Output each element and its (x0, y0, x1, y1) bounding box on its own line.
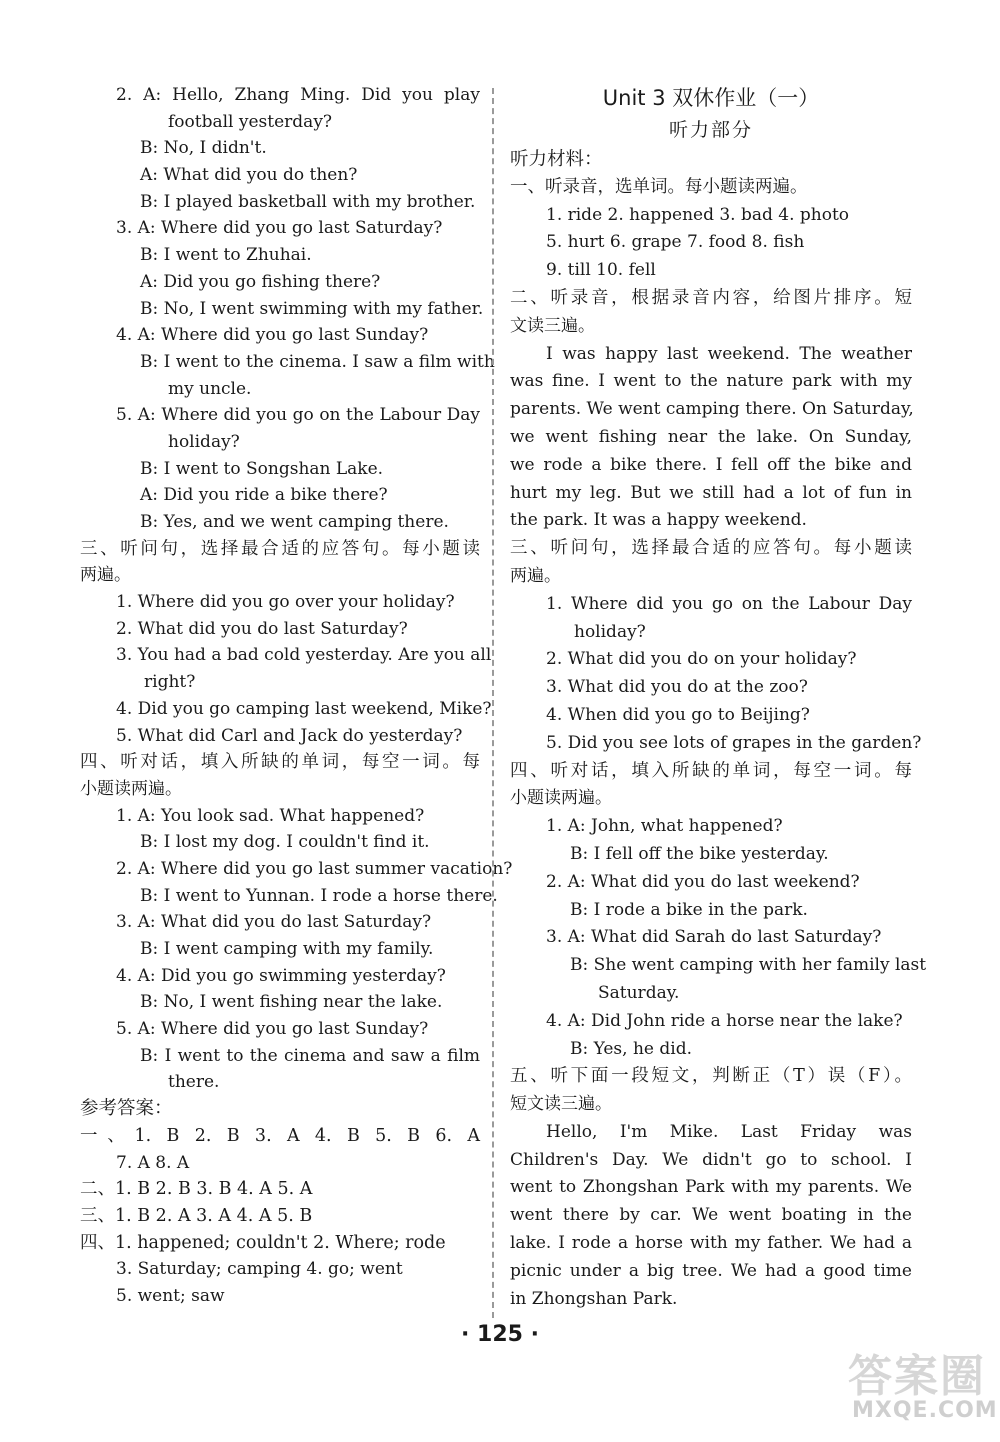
text-line: 小题读两遍。 (80, 778, 182, 799)
text-line: parents. We went camping there. On Saturday, (510, 399, 914, 420)
text-line: B: I went to the cinema. I saw a film with (140, 351, 495, 372)
right-column (510, 82, 927, 1313)
text-line: 7. A 8. A (116, 1152, 190, 1173)
text-line: B: No, I went fishing near the lake. (140, 992, 443, 1013)
text-line: 4. When did you go to Beijing? (546, 704, 810, 725)
text-line: was fine. I went to the nature park with my (510, 371, 912, 392)
section-heading: 听力材料： (510, 149, 603, 170)
text-line: B: I went to Songshan Lake. (140, 458, 384, 479)
text-line: 1. A: You look sad. What happened? (116, 805, 425, 826)
question-heading: 三、听问句，选择最合适的应答句。每小题读 (510, 538, 912, 559)
text-line: B: Yes, he did. (570, 1038, 692, 1059)
text-line: 4. A: Did John ride a horse near the lake? (546, 1010, 903, 1031)
text-line: 3. You had a bad cold yesterday. Are you all (116, 645, 492, 666)
question-heading: 三、1. B 2. A 3. A 4. A 5. B (80, 1205, 313, 1226)
text-line: 1. Where did you go on the Labour Day (546, 593, 912, 614)
text-line: B: I went camping with my family. (140, 939, 434, 959)
text-line: 4. Did you go camping last weekend, Mike? (116, 698, 492, 719)
text-line: B: She went camping with her family last (570, 955, 927, 976)
text-line: hurt my leg. But we still had a lot of fun in (510, 482, 912, 503)
text-line: 3. A: What did you do last Saturday? (116, 912, 432, 933)
text-line: B: I went to Yunnan. I rode a horse there. (140, 885, 498, 906)
section-heading: 参考答案： (80, 1098, 173, 1120)
page-number: · 125 · (461, 1322, 539, 1347)
text-line: 3. Saturday; camping 4. go; went (116, 1259, 403, 1280)
text-line: Hello, I'm Mike. Last Friday was (546, 1121, 912, 1142)
question-heading: 二、1. B 2. B 3. B 4. A 5. A (80, 1179, 313, 1200)
text-line: went to Zhongshan Park with my parents. We (510, 1177, 912, 1198)
text-line: 2. What did you do last Saturday? (116, 618, 408, 639)
text-line: in Zhongshan Park. (510, 1288, 678, 1309)
text-line: 文读三遍。 (510, 315, 595, 336)
left-column (80, 82, 513, 1310)
text-line: B: Yes, and we went camping there. (140, 512, 449, 532)
text-line: holiday? (168, 431, 240, 452)
text-line: my uncle. (168, 378, 252, 399)
text-line: B: I rode a bike in the park. (570, 899, 808, 920)
text-line: B: I played basketball with my brother. (140, 191, 476, 212)
text-line: 小题读两遍。 (510, 788, 612, 809)
question-heading: 二、听录音，根据录音内容，给图片排序。短 (510, 287, 912, 308)
text-line: I was happy last weekend. The weather (546, 343, 912, 364)
text-line: 5. What did Carl and Jack do yesterday? (116, 725, 463, 746)
text-line: 两遍。 (510, 565, 561, 586)
text-line: 5. hurt 6. grape 7. food 8. fish (546, 232, 805, 253)
text-line: 两遍。 (80, 565, 131, 586)
text-line: B: I went to Zhuhai. (140, 245, 312, 266)
text-line: 2. A: Hello, Zhang Ming. Did you play (116, 85, 480, 105)
text-line: 5. Did you see lots of grapes in the garden? (546, 732, 922, 753)
text-line: B: I went to the cinema and saw a film (140, 1045, 480, 1066)
text-line: 3. A: Where did you go last Saturday? (116, 218, 443, 239)
unit-title: Unit 3 双休作业（一） (602, 86, 820, 110)
text-line: B: I fell off the bike yesterday. (570, 843, 829, 864)
text-line: we rode a bike there. I fell off the bike and (510, 454, 912, 475)
text-line: B: No, I didn't. (140, 138, 267, 159)
question-heading: 五、听下面一段短文，判断正（T）误（F）。 (510, 1066, 912, 1087)
text-line: 5. A: Where did you go last Sunday? (116, 1019, 429, 1040)
text-line: there. (168, 1072, 220, 1093)
text-line: 短文读三遍。 (510, 1094, 612, 1115)
text-line: A: Did you ride a bike there? (140, 485, 388, 506)
question-heading: 一、1. B 2. B 3. A 4. B 5. B 6. A (80, 1125, 480, 1146)
text-line: B: No, I went swimming with my father. (140, 298, 484, 319)
section-subtitle: 听力部分 (668, 119, 753, 141)
text-line: B: I lost my dog. I couldn't find it. (140, 832, 430, 853)
text-line: 3. What did you do at the zoo? (546, 677, 808, 698)
text-line: 2. A: What did you do last weekend? (546, 871, 860, 892)
watermark-logo-text: 答案圈 (848, 1351, 986, 1402)
text-line: we went fishing near the lake. On Sunday, (510, 426, 912, 447)
right-lines (510, 146, 927, 1313)
question-heading: 四、1. happened; couldn't 2. Where; rode (80, 1232, 446, 1253)
text-line: A: Did you go fishing there? (140, 271, 381, 292)
text-line: lake. I rode a horse with my father. We had a (510, 1233, 912, 1254)
text-line: 2. What did you do on your holiday? (546, 649, 857, 670)
text-line: 1. A: John, what happened? (546, 816, 783, 837)
watermark-url: MXQE.COM (852, 1398, 998, 1423)
text-line: 4. A: Where did you go last Sunday? (116, 325, 429, 346)
text-line: 5. went; saw (116, 1285, 225, 1306)
text-line: went there by car. We went boating in the (510, 1205, 912, 1226)
text-line: Children's Day. We didn't go to school. I (510, 1149, 912, 1170)
text-line: 1. Where did you go over your holiday? (116, 592, 455, 613)
text-line: 2. A: Where did you go last summer vacation? (116, 858, 513, 879)
column-divider (492, 88, 494, 1318)
text-line: A: What did you do then? (140, 165, 358, 186)
question-heading: 四、听对话，填入所缺的单词，每空一词。每 (510, 760, 912, 781)
text-line: the park. It was a happy weekend. (510, 510, 807, 531)
text-line: 5. A: Where did you go on the Labour Day (116, 405, 480, 426)
text-line: 4. A: Did you go swimming yesterday? (116, 965, 446, 986)
text-line: 3. A: What did Sarah do last Saturday? (546, 927, 882, 948)
question-heading: 一、听录音，选单词。每小题读两遍。 (510, 176, 808, 197)
watermark-logo (844, 1340, 998, 1436)
text-line: football yesterday? (168, 111, 333, 132)
text-line: right? (144, 672, 196, 693)
question-heading: 三、听问句，选择最合适的应答句。每小题读 (80, 538, 480, 559)
text-line: 9. till 10. fell (546, 260, 656, 281)
text-line: 1. ride 2. happened 3. bad 4. photo (546, 204, 850, 225)
question-heading: 四、听对话，填入所缺的单词，每空一词。每 (80, 752, 480, 773)
text-line: picnic under a big tree. We had a good time (510, 1260, 912, 1281)
text-line: Saturday. (598, 982, 680, 1003)
text-line: holiday? (574, 621, 646, 642)
